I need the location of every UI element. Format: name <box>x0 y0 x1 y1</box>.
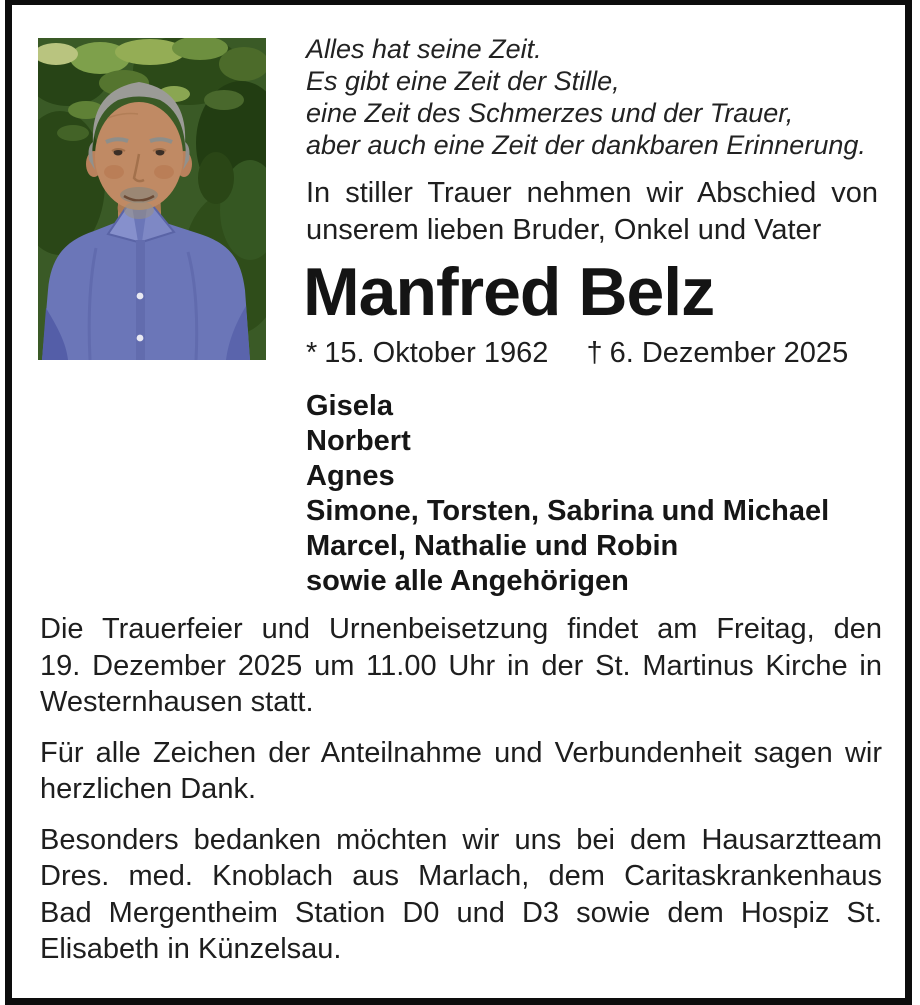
mourners-list <box>306 389 896 599</box>
death-dagger-symbol: † <box>586 337 603 369</box>
poem <box>306 33 896 161</box>
life-dates <box>306 336 896 370</box>
portrait-photo <box>38 38 266 360</box>
deceased-name: Manfred Belz <box>303 254 715 330</box>
intro-text <box>306 175 878 249</box>
special-thanks-paragraph: Besonders bedanken möchten wir uns bei dem Hausarztteam Dres. med. Knoblach aus Marlach, dem Caritaskrankenhaus Bad Mergentheim Station D0 und D3 sowie dem Hospiz St. Elisabeth in Künzelsau. <box>40 823 882 965</box>
mourner-name: sowie alle Angehörigen <box>306 565 629 597</box>
intro-line: unserem lieben Bruder, Onkel und Vater <box>306 214 822 246</box>
mourner-name: Agnes <box>306 460 395 492</box>
mourner-name: Simone, Torsten, Sabrina und Michael <box>306 495 830 527</box>
poem-line: Alles hat seine Zeit. <box>306 34 542 64</box>
service-details <box>40 611 882 982</box>
intro-line: In stiller Trauer nehmen wir Abschied von <box>306 177 878 209</box>
poem-line: aber auch eine Zeit der dankbaren Erinnerung. <box>306 130 866 160</box>
funeral-service-paragraph: Die Trauerfeier und Urnenbeisetzung findet am Freitag, den 19. Dezember 2025 um 11.00 Uhr in der St. Martinus Kirche in Westernhausen statt. <box>40 613 882 718</box>
poem-line: eine Zeit des Schmerzes und der Trauer, <box>306 98 794 128</box>
mourner-name: Gisela <box>306 390 394 422</box>
birth-date: * 15. Oktober 1962 <box>306 337 549 369</box>
thanks-paragraph: Für alle Zeichen der Anteilnahme und Verbundenheit sagen wir herzlichen Dank. <box>40 736 882 805</box>
mourner-name: Norbert <box>306 425 411 457</box>
mourner-name: Marcel, Nathalie und Robin <box>306 530 679 562</box>
birth-star-symbol: * <box>306 337 318 369</box>
poem-line: Es gibt eine Zeit der Stille, <box>306 66 620 96</box>
death-date: † 6. Dezember 2025 <box>586 337 849 369</box>
